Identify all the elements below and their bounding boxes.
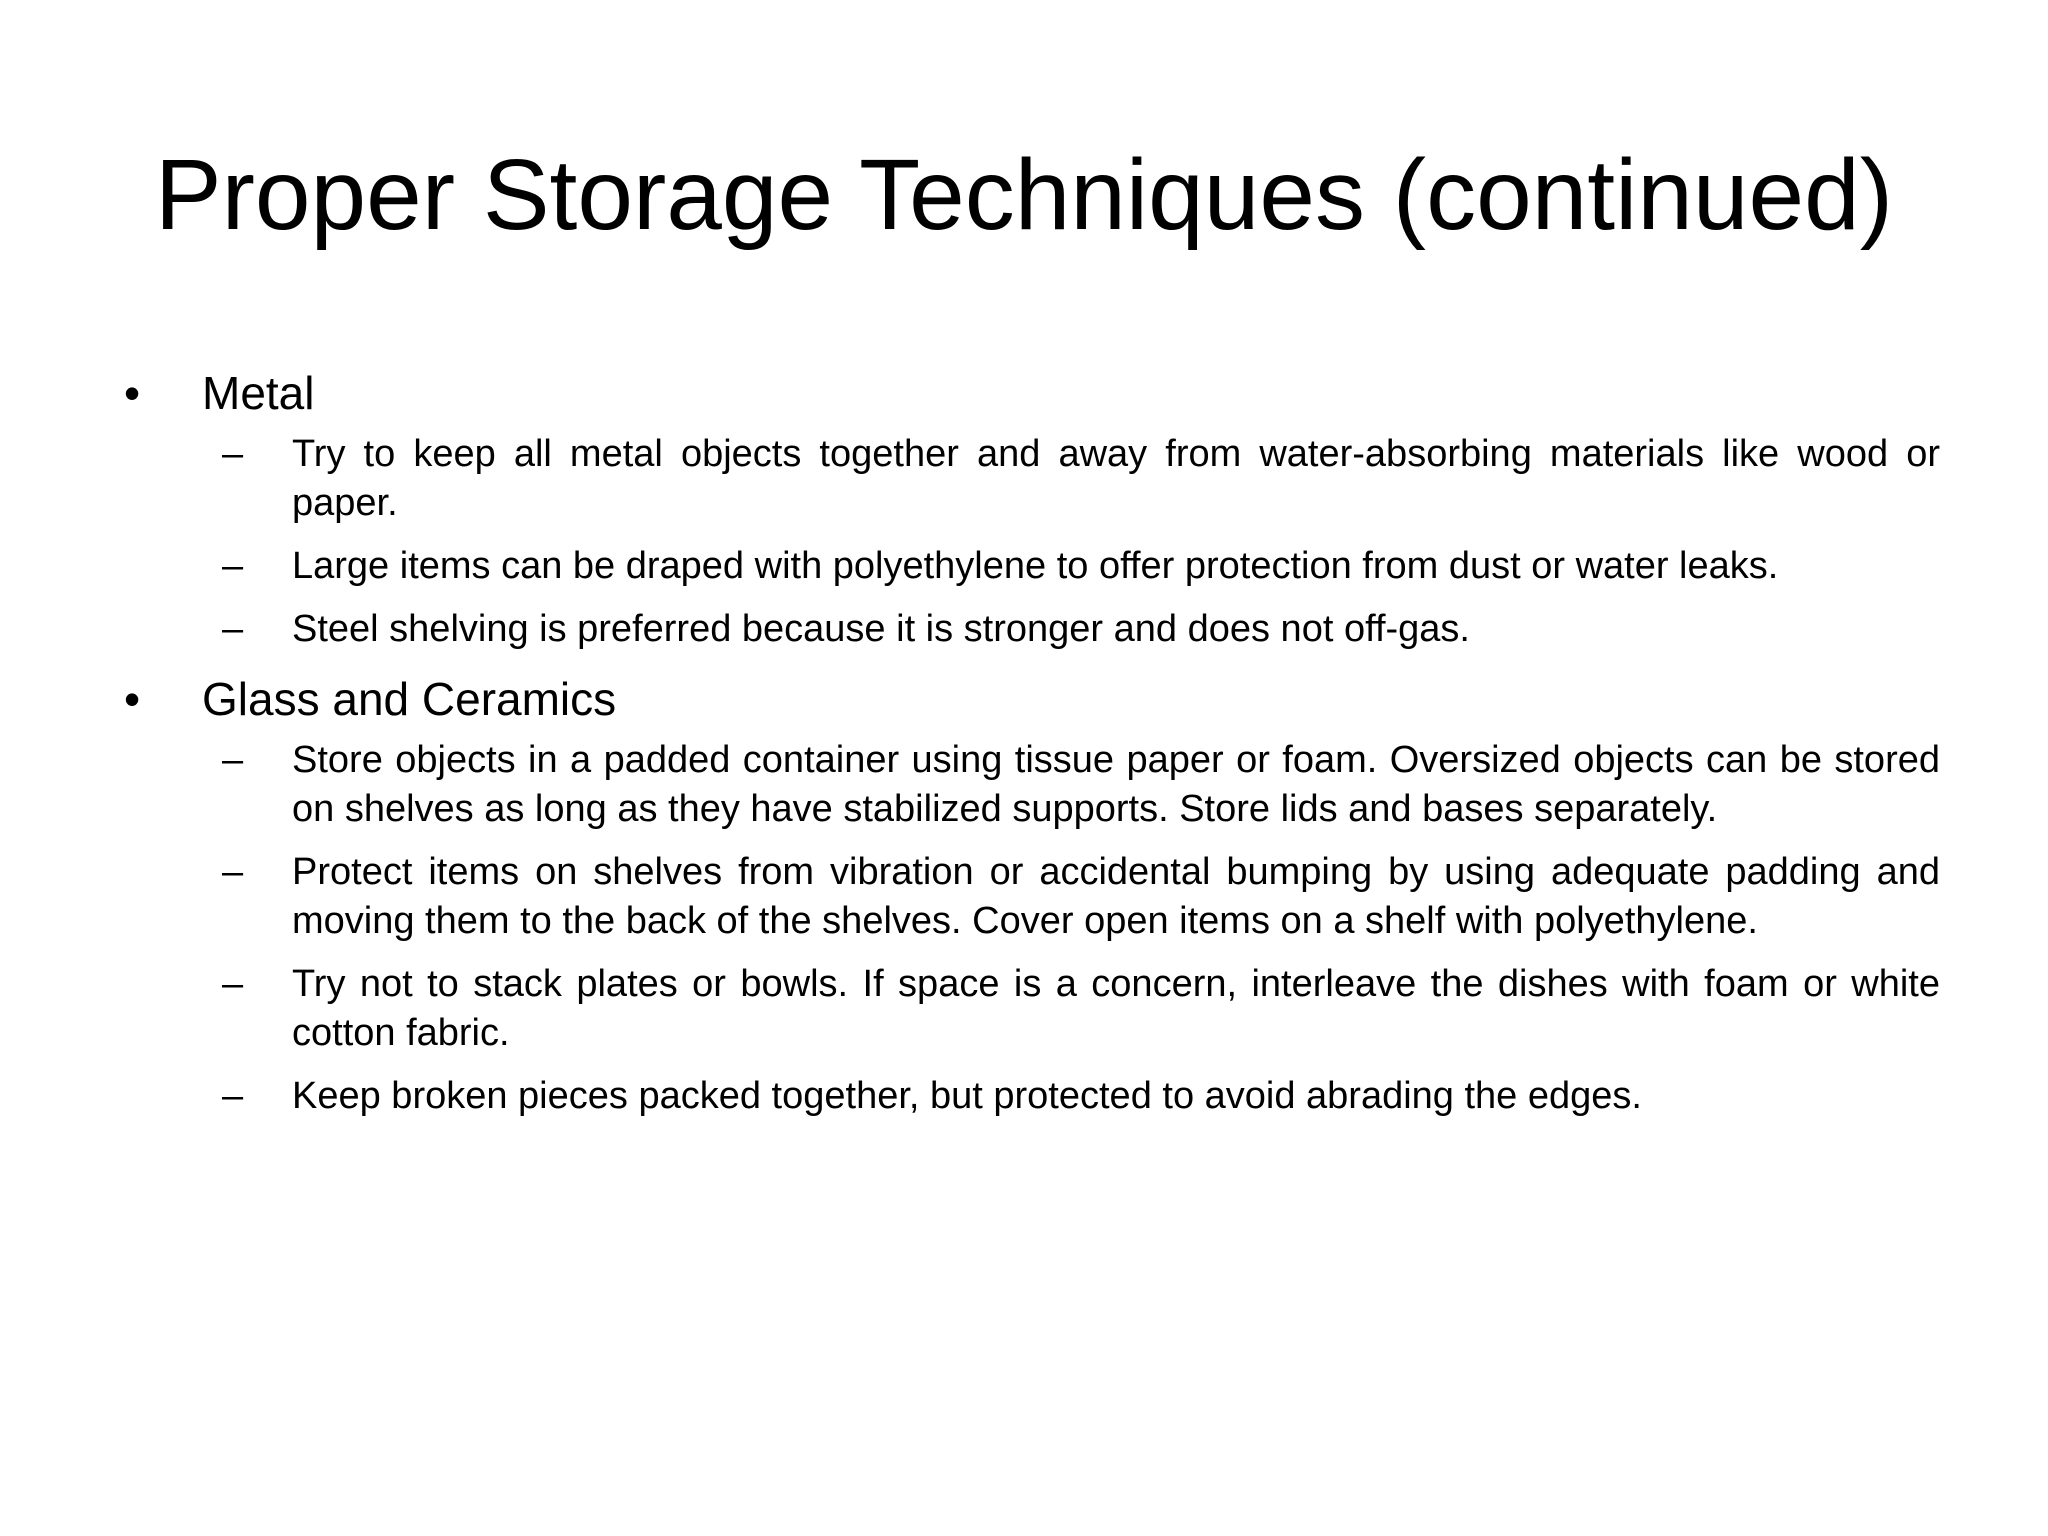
- sub-bullet-dash: –: [222, 739, 244, 781]
- glass-sub-list: [120, 736, 1940, 1121]
- slide-title: Proper Storage Techniques (continued): [154, 139, 1894, 251]
- sub-item-text: Protect items on shelves from vibration or accidental bumping by using adequate padding and moving them to the back of the shelves. Cover open items on a shelf with polyethylene.: [292, 851, 1940, 942]
- bullet-heading: Metal: [202, 367, 315, 419]
- sub-bullet-dash: –: [222, 963, 244, 1005]
- sub-bullet-dash: –: [222, 545, 244, 587]
- bullet-glass-and-ceramics: [120, 668, 1940, 730]
- sub-item: [120, 605, 1940, 654]
- sub-item: [120, 542, 1940, 591]
- bullet-metal: [120, 362, 1940, 424]
- sub-item-text: Steel shelving is preferred because it is stronger and does not off-gas.: [292, 608, 1470, 650]
- bullet-dot: •: [124, 673, 141, 725]
- sub-item: [120, 1072, 1940, 1121]
- bullet-dot: •: [124, 367, 141, 419]
- sub-item: [120, 430, 1940, 528]
- sub-item-text: Try to keep all metal objects together and away from water-absorbing materials like wood or paper.: [292, 433, 1940, 524]
- sub-item-text: Try not to stack plates or bowls. If space is a concern, interleave the dishes with foam or white cotton fabric.: [292, 963, 1940, 1054]
- sub-item-text: Keep broken pieces packed together, but protected to avoid abrading the edges.: [292, 1075, 1642, 1117]
- sub-bullet-dash: –: [222, 1075, 244, 1117]
- sub-item: [120, 848, 1940, 946]
- sub-bullet-dash: –: [222, 851, 244, 893]
- metal-sub-list: [120, 430, 1940, 654]
- slide-content: [120, 362, 1940, 1135]
- sub-item-text: Large items can be draped with polyethylene to offer protection from dust or water leaks.: [292, 545, 1779, 587]
- sub-bullet-dash: –: [222, 433, 244, 475]
- sub-bullet-dash: –: [222, 608, 244, 650]
- bullet-heading: Glass and Ceramics: [202, 673, 617, 725]
- sub-item: [120, 960, 1940, 1058]
- sub-item: [120, 736, 1940, 834]
- sub-item-text: Store objects in a padded container using tissue paper or foam. Oversized objects can be stored on shelves as long as they have stabilized supports. Store lids and bases separately.: [292, 739, 1940, 830]
